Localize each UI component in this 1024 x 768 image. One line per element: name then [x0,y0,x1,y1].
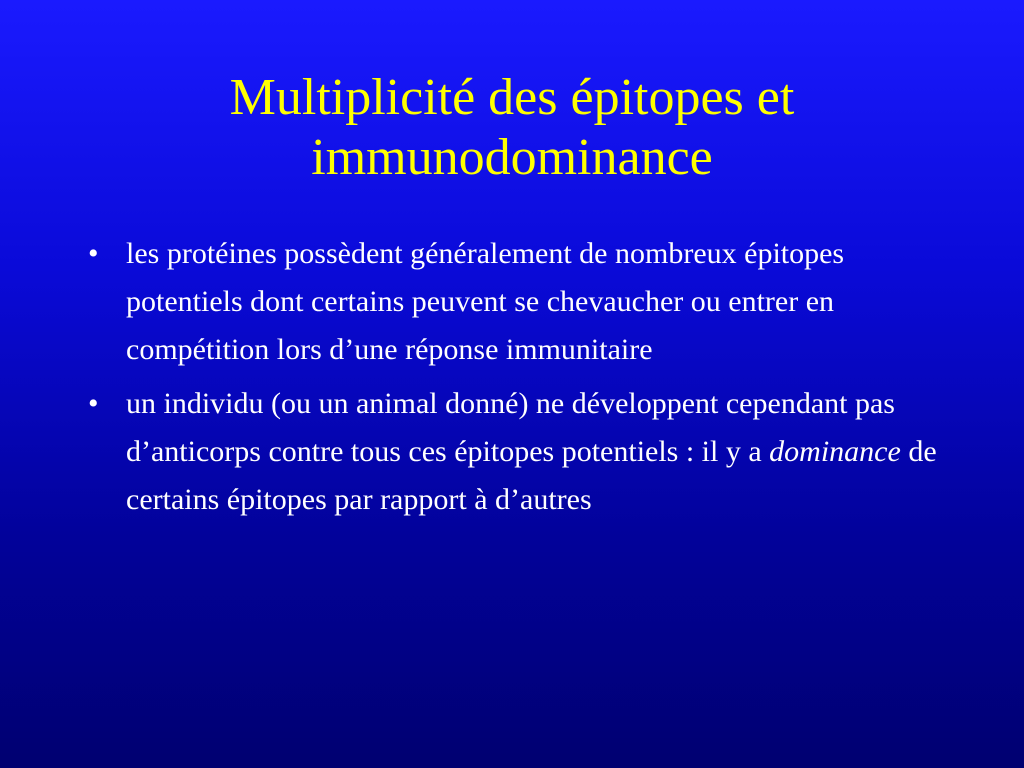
bullet-icon: • [88,387,99,420]
slide-title-line-2: immunodominance [311,129,713,186]
slide-title-line-1: Multiplicité des épitopes et [229,69,795,126]
bullet-icon: • [88,237,99,270]
bullet-text-2-before: un individu (ou un animal donné) ne développent cependant pas d’anticorps contre tous ces épitopes potentiels : il y a [126,387,895,468]
bullet-item-2 [88,380,948,524]
bullet-text-2-after: de certains épitopes par rapport à d’autres [126,435,937,516]
bullet-text-2 [126,380,948,524]
bullet-text-1: les protéines possèdent généralement de nombreux épitopes potentiels dont certains peuvent se chevaucher ou entrer en compétition lors d’une réponse immunitaire [126,237,845,366]
bullet-item-1 [88,230,948,374]
slide-title [112,68,912,188]
bullet-list [88,230,948,530]
bullet-text-2-emphasis: dominance [769,435,901,468]
